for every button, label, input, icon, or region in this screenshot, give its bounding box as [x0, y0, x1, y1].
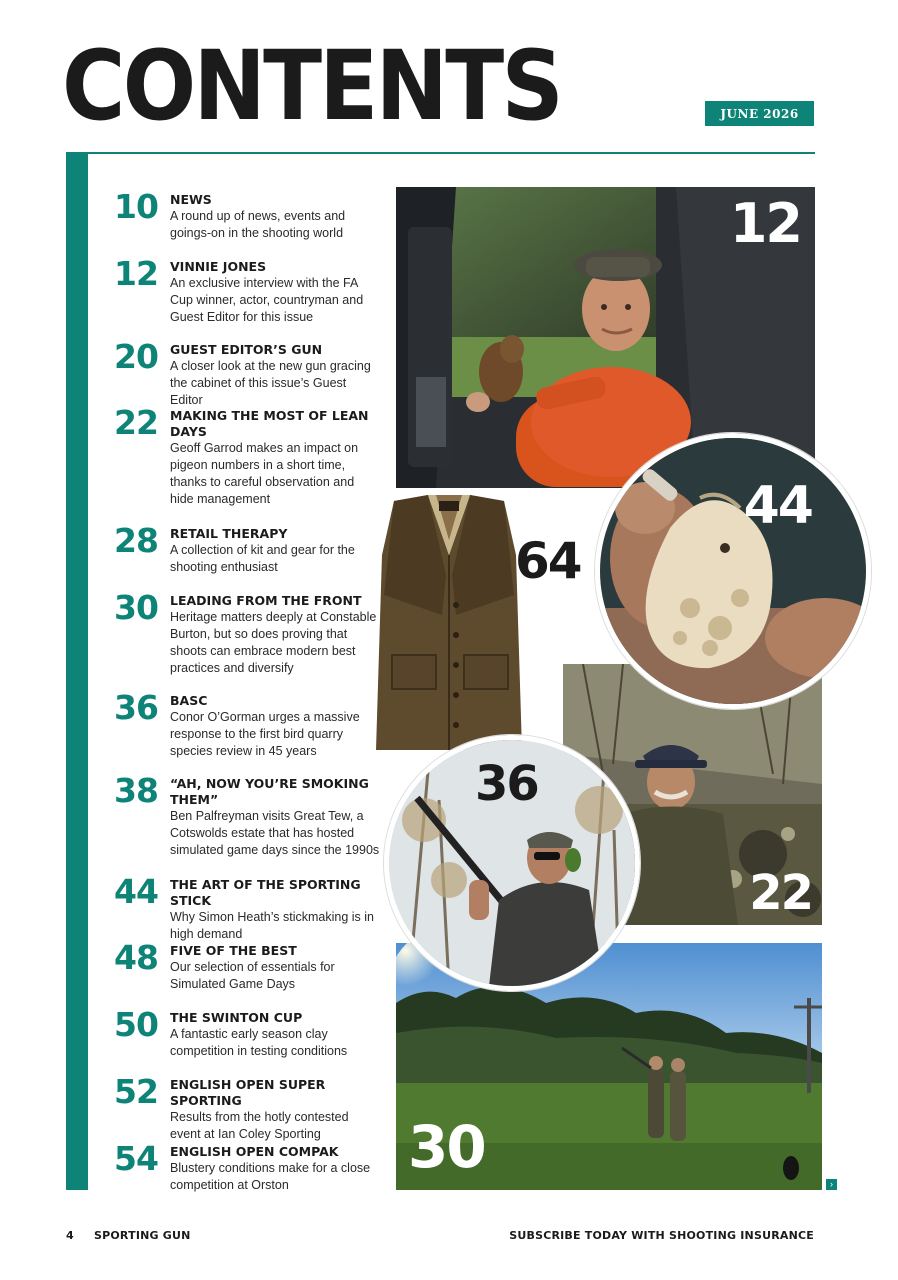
folio-magazine-name: SPORTING GUN	[94, 1229, 191, 1242]
entry-description: A fantastic early season clay competition in testing conditions	[170, 1027, 348, 1058]
page-number: 36	[114, 688, 158, 727]
entry-heading: FIVE OF THE BEST	[170, 943, 297, 958]
entry-description: A closer look at the new gun gracing the cabinet of this issue’s Guest Editor	[170, 359, 371, 407]
contents-entry[interactable]	[114, 938, 380, 993]
contents-entry[interactable]	[114, 337, 380, 409]
entry-description: Ben Palfreyman visits Great Tew, a Cotswolds estate that has hosted simulated game days since the 1990s	[170, 809, 380, 857]
image-page-label: 22	[749, 865, 812, 921]
image-page-label: 12	[729, 192, 801, 255]
contents-entry[interactable]	[114, 1072, 380, 1143]
contents-entry[interactable]	[114, 403, 380, 508]
contents-entry[interactable]	[114, 187, 380, 242]
header-rule	[66, 152, 815, 154]
photo-tweed-waistcoat[interactable]	[376, 495, 522, 757]
entry-description: Geoff Garrod makes an impact on pigeon numbers in a short time, thanks to careful observation and hide management	[170, 441, 359, 506]
page-number: 20	[114, 337, 158, 376]
entry-description: A collection of kit and gear for the shooting enthusiast	[170, 543, 355, 574]
contents-entry[interactable]	[114, 1005, 380, 1060]
accent-sidebar	[66, 152, 88, 1190]
page-number: 28	[114, 521, 158, 560]
contents-entry[interactable]	[114, 872, 380, 943]
entry-heading: THE ART OF THE SPORTING STICK	[170, 877, 361, 908]
entry-description: An exclusive interview with the FA Cup winner, actor, countryman and Guest Editor for this issue	[170, 276, 364, 324]
page-title: CONTENTS	[62, 30, 561, 142]
page-number: 12	[114, 254, 158, 293]
contents-entry[interactable]	[114, 254, 380, 326]
page-number: 22	[114, 403, 158, 442]
image-page-label: 30	[408, 1113, 485, 1181]
entry-heading: MAKING THE MOST OF LEAN DAYS	[170, 408, 369, 439]
entry-heading: VINNIE JONES	[170, 259, 267, 274]
footer-subscribe-link[interactable]: SUBSCRIBE TODAY WITH SHOOTING INSURANCE	[509, 1229, 814, 1242]
entry-description: Why Simon Heath’s stickmaking is in high demand	[170, 910, 375, 941]
page-number: 38	[114, 771, 158, 810]
entry-description: Heritage matters deeply at Constable Burton, but so does proving that shoots can embrace modern best practices and diversify	[170, 610, 377, 675]
contents-entry[interactable]	[114, 688, 380, 760]
entry-heading: NEWS	[170, 192, 212, 207]
entry-heading: “AH, NOW YOU’RE SMOKING THEM”	[170, 776, 369, 807]
entry-description: Conor O’Gorman urges a massive response to the first bird quarry species review in 45 years	[170, 710, 360, 758]
page-number: 50	[114, 1005, 158, 1044]
contents-entry[interactable]	[114, 771, 380, 859]
issue-date-badge: JUNE 2026	[705, 101, 814, 126]
page-number: 52	[114, 1072, 158, 1111]
end-of-article-icon: ›	[826, 1179, 837, 1190]
entry-heading: RETAIL THERAPY	[170, 526, 288, 541]
page-number: 10	[114, 187, 158, 226]
image-page-label: 36	[475, 756, 538, 812]
entry-heading: THE SWINTON CUP	[170, 1010, 303, 1025]
page-number: 44	[114, 872, 158, 911]
entry-description: Our selection of essentials for Simulated Game Days	[170, 960, 335, 991]
entry-heading: BASC	[170, 693, 208, 708]
contents-entry[interactable]	[114, 588, 380, 677]
page-number: 54	[114, 1139, 158, 1178]
entry-heading: ENGLISH OPEN COMPAK	[170, 1144, 339, 1159]
image-page-label: 64	[515, 532, 581, 590]
entry-description: Blustery conditions make for a close competition at Orston	[170, 1161, 371, 1192]
entry-heading: ENGLISH OPEN SUPER SPORTING	[170, 1077, 326, 1108]
entry-heading: LEADING FROM THE FRONT	[170, 593, 362, 608]
entry-heading: GUEST EDITOR’S GUN	[170, 342, 323, 357]
folio-page-number: 4	[66, 1229, 74, 1242]
entry-description: A round up of news, events and goings-on in the shooting world	[170, 209, 346, 240]
image-page-label: 44	[743, 476, 812, 536]
page-number: 48	[114, 938, 158, 977]
photo-stickmaking-carving[interactable]	[595, 433, 871, 709]
contents-entry[interactable]	[114, 521, 380, 576]
page-number: 30	[114, 588, 158, 627]
photo-shooter-aiming[interactable]	[384, 735, 640, 991]
entry-description: Results from the hotly contested event at Ian Coley Sporting	[170, 1110, 349, 1141]
contents-entry[interactable]	[114, 1139, 380, 1194]
